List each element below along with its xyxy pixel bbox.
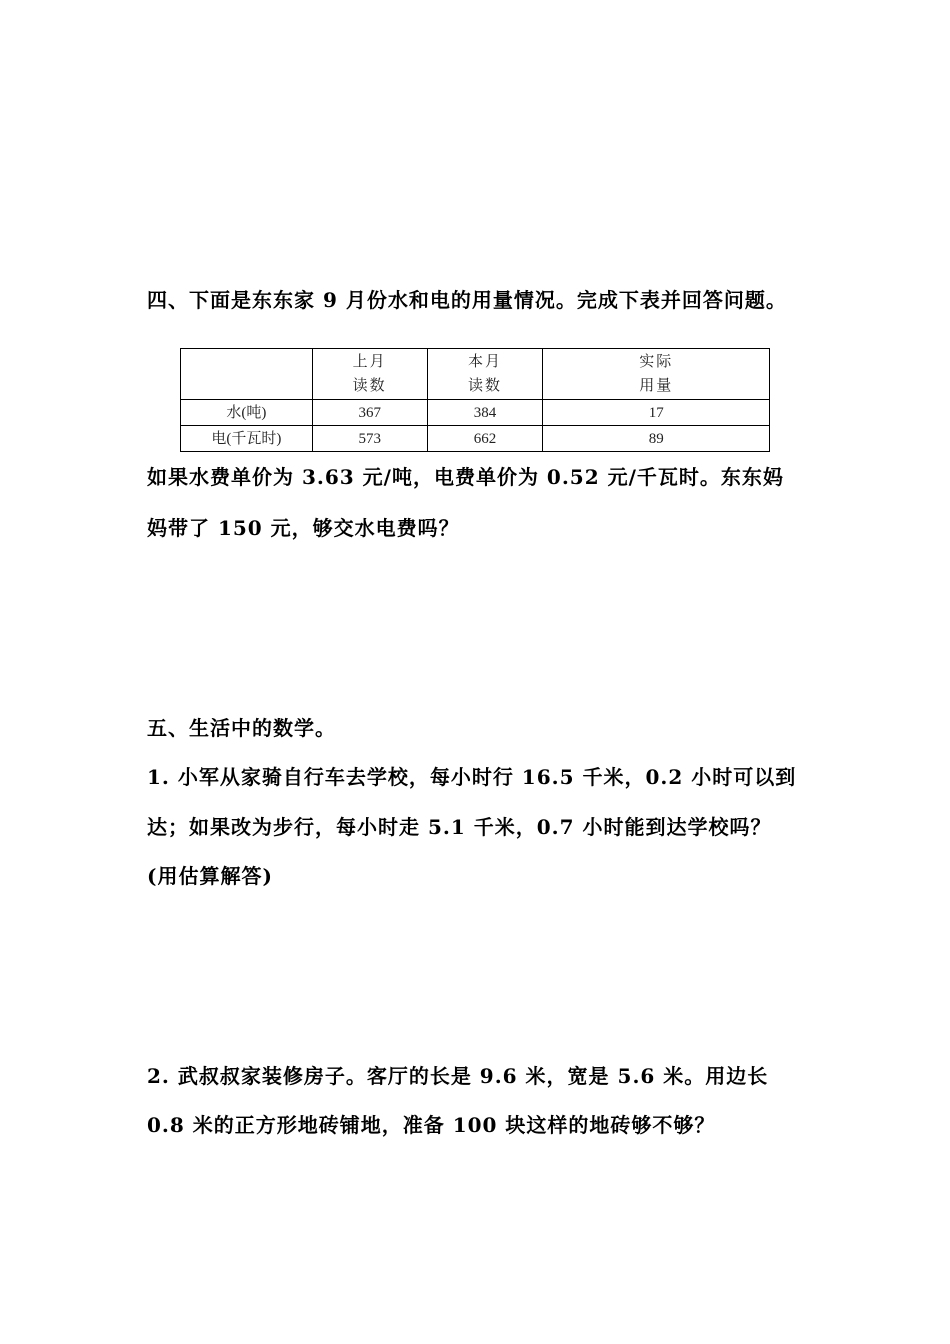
section-4-question-line-2: 妈带了 150 元，够交水电费吗？ [147, 516, 460, 540]
section-4-question-line-1: 如果水费单价为 3.63 元/吨，电费单价为 0.52 元/千瓦时。东东妈 [147, 465, 784, 489]
table-cell: 367 [312, 400, 427, 426]
question-1-line-3: (用估算解答) [147, 864, 273, 888]
table-cell: 384 [427, 400, 543, 426]
header-text: 读数 [467, 378, 502, 394]
header-text: 实际 [639, 354, 674, 370]
section-4-heading: 四、下面是东东家 9 月份水和电的用量情况。完成下表并回答问题。 [147, 288, 787, 312]
header-cell-actual-usage [543, 349, 770, 400]
table-cell: 573 [312, 426, 427, 452]
question-1-line-2: 达；如果改为步行，每小时走 5.1 千米，0.7 小时能到达学校吗？ [147, 815, 772, 839]
table-header-row [181, 349, 770, 400]
table-cell: 电(千瓦时) [181, 426, 313, 452]
table-row [181, 400, 770, 426]
table-row [181, 426, 770, 452]
question-1-line-1: 1. 小军从家骑自行车去学校，每小时行 16.5 千米，0.2 小时可以到 [147, 765, 797, 789]
header-cell-last-month [312, 349, 427, 400]
section-5-heading: 五、生活中的数学。 [147, 716, 336, 740]
header-text: 读数 [352, 378, 387, 394]
table-cell: 水(吨) [181, 400, 313, 426]
header-text: 上月 [352, 354, 387, 370]
table-cell: 662 [427, 426, 543, 452]
header-cell-empty [181, 349, 313, 400]
question-2-line-1: 2. 武叔叔家装修房子。客厅的长是 9.6 米，宽是 5.6 米。用边长 [147, 1064, 769, 1088]
table-cell: 89 [543, 426, 770, 452]
usage-table [180, 348, 770, 452]
header-cell-this-month [427, 349, 543, 400]
header-text: 用量 [639, 378, 674, 394]
header-text: 本月 [467, 354, 502, 370]
question-2-line-2: 0.8 米的正方形地砖铺地，准备 100 块这样的地砖够不够？ [147, 1113, 716, 1137]
table-cell: 17 [543, 400, 770, 426]
